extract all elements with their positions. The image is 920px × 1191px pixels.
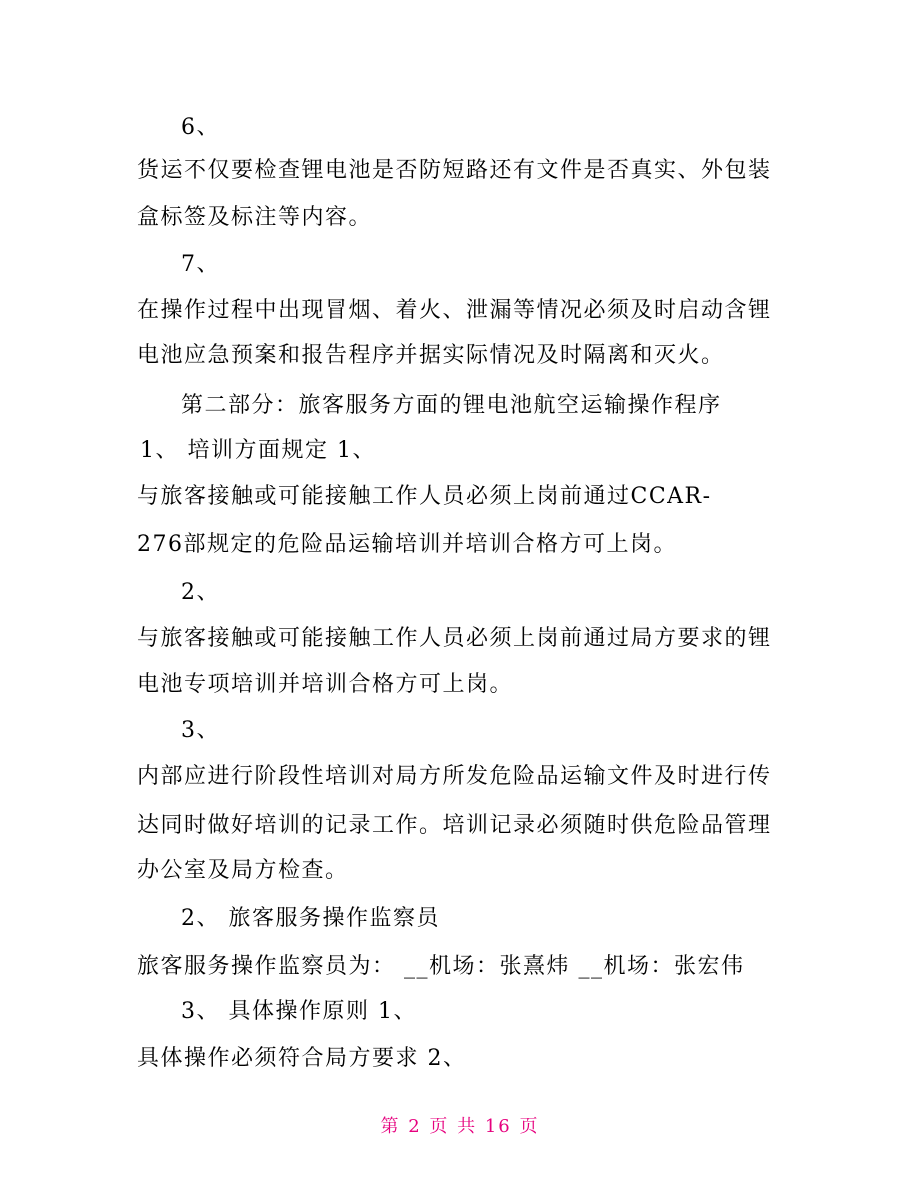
paragraph-line: 盒标签及标注等内容。: [137, 205, 373, 230]
paragraph-line: 旅客服务操作监察员为： __机场：张熹炜 __机场：张宏伟: [137, 954, 745, 979]
paragraph-line: 与旅客接触或可能接触工作人员必须上岗前通过CCAR-: [137, 484, 712, 509]
subsection-heading: 1、 培训方面规定 1、: [140, 438, 376, 463]
paragraph-line: 与旅客接触或可能接触工作人员必须上岗前通过局方要求的锂: [137, 626, 772, 651]
page-footer: 第 2 页 共 16 页: [380, 1116, 540, 1137]
subsection-heading: 3、 具体操作原则 1、: [181, 999, 417, 1024]
paragraph-line: 达同时做好培训的记录工作。培训记录必须随时供危险品管理: [137, 813, 772, 838]
item-number: 6、: [181, 115, 220, 140]
item-number: 7、: [181, 252, 220, 277]
section-heading: 第二部分：旅客服务方面的锂电池航空运输操作程序: [181, 393, 722, 418]
paragraph-line: 在操作过程中出现冒烟、着火、泄漏等情况必须及时启动含锂: [137, 298, 772, 323]
paragraph-line: 货运不仅要检查锂电池是否防短路还有文件是否真实、外包装: [137, 158, 772, 183]
paragraph-line: 内部应进行阶段性培训对局方所发危险品运输文件及时进行传: [137, 764, 772, 789]
subsection-heading: 2、 旅客服务操作监察员: [181, 906, 440, 931]
paragraph-line: 276部规定的危险品运输培训并培训合格方可上岗。: [137, 532, 677, 557]
item-number: 2、: [181, 580, 220, 605]
item-number: 3、: [181, 718, 220, 743]
paragraph-line: 电池专项培训并培训合格方可上岗。: [137, 672, 514, 697]
paragraph-line: 办公室及局方检查。: [137, 858, 349, 883]
paragraph-line: 电池应急预案和报告程序并据实际情况及时隔离和灭火。: [137, 343, 725, 368]
paragraph-line: 具体操作必须符合局方要求 2、: [137, 1046, 467, 1071]
